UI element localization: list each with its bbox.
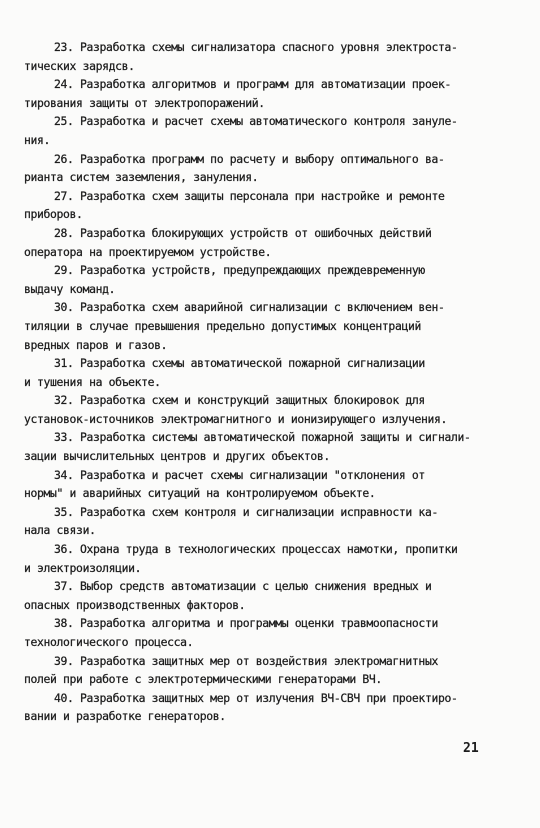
list-item-line: 26. Разработка программ по расчету и выбору оптимального ва-: [54, 151, 445, 166]
list-item-line: 33. Разработка системы автоматической пожарной защиты и сигнали-: [54, 430, 471, 445]
list-item-line: 36. Охрана труда в технологических процессах намотки, пропитки: [54, 542, 458, 557]
list-item-line: зации вычислительных центров и других объектов.: [24, 449, 330, 464]
list-item-line: опасных производственных факторов.: [24, 597, 246, 612]
list-item-line: 37. Выбор средств автоматизации с целью снижения вредных и: [54, 579, 432, 594]
page-number: 21: [463, 741, 479, 756]
list-item-line: установок-источников электромагнитного и ионизирующего излучения.: [24, 411, 448, 426]
list-item-line: 35. Разработка схем контроля и сигнализации исправности ка-: [54, 504, 438, 519]
list-item-line: и электроизоляции.: [24, 560, 142, 575]
list-item-27: [24, 187, 520, 224]
list-item-line: 30. Разработка схем аварийной сигнализации с включением вен-: [54, 300, 445, 315]
list-item-line: нормы" и аварийных ситуаций на контролируемом объекте.: [24, 486, 376, 501]
list-item-30: [24, 298, 520, 354]
list-item-29: [24, 261, 520, 298]
list-item-line: приборов.: [24, 207, 83, 222]
list-item-28: [24, 224, 520, 261]
list-item-line: ния.: [24, 132, 51, 147]
list-item-37: [24, 577, 520, 614]
list-item-line: выдачу команд.: [24, 281, 116, 296]
list-item-line: 24. Разработка алгоритмов и программ для автоматизации проек-: [54, 77, 451, 92]
list-item-24: [24, 75, 520, 112]
list-item-line: нала связи.: [24, 523, 96, 538]
list-item-36: [24, 540, 520, 577]
list-item-23: [24, 38, 520, 75]
list-item-35: [24, 503, 520, 540]
list-item-line: технологического процесса.: [24, 635, 194, 649]
list-item-line: 29. Разработка устройств, предупреждающих преждевременную: [54, 263, 425, 278]
list-item-33: [24, 428, 520, 465]
list-item-39: [24, 652, 520, 689]
list-item-38: [24, 614, 520, 651]
list-item-line: 31. Разработка схемы автоматической пожарной сигнализации: [54, 356, 425, 371]
list-item-25: [24, 112, 520, 149]
list-item-31: [24, 354, 520, 391]
list-item-line: 34. Разработка и расчет схемы сигнализации "отклонения от: [54, 467, 425, 482]
list-item-line: тических зарядсв.: [24, 58, 135, 73]
list-item-line: 39. Разработка защитных мер от воздействия электромагнитных: [54, 653, 438, 668]
list-item-line: оператора на проектируемом устройстве.: [24, 244, 272, 259]
list-item-line: полей при работе с электротермическими генераторами ВЧ.: [24, 672, 382, 687]
list-item-line: тирования защиты от электропоражений.: [24, 95, 265, 110]
list-item-line: 32. Разработка схем и конструкций защитных блокировок для: [54, 393, 425, 408]
list-item-line: рианта систем заземления, зануления.: [24, 170, 259, 185]
list-item-line: 28. Разработка блокирующих устройств от ошибочных действий: [54, 225, 432, 240]
list-item-line: 38. Разработка алгоритма и программы оценки травмоопасности: [54, 616, 438, 631]
list-item-line: 40. Разработка защитных мер от излучения ВЧ-СВЧ при проектиро-: [54, 690, 458, 705]
topic-list: [24, 38, 520, 726]
list-item-line: 25. Разработка и расчет схемы автоматического контроля зануле-: [54, 114, 458, 129]
list-item-32: [24, 391, 520, 428]
list-item-line: 23. Разработка схемы сигнализатора спасного уровня электроста-: [54, 40, 458, 54]
list-item-line: вании и разработке генераторов.: [24, 709, 226, 724]
list-item-line: тиляции в случае превышения предельно допустимых концентраций: [24, 318, 421, 333]
list-item-line: вредных паров и газов.: [24, 337, 168, 352]
list-item-line: 27. Разработка схем защиты персонала при настройке и ремонте: [54, 188, 445, 203]
list-item-34: [24, 466, 520, 503]
list-item-line: и тушения на объекте.: [24, 374, 161, 389]
list-item-40: [24, 689, 520, 726]
list-item-26: [24, 150, 520, 187]
